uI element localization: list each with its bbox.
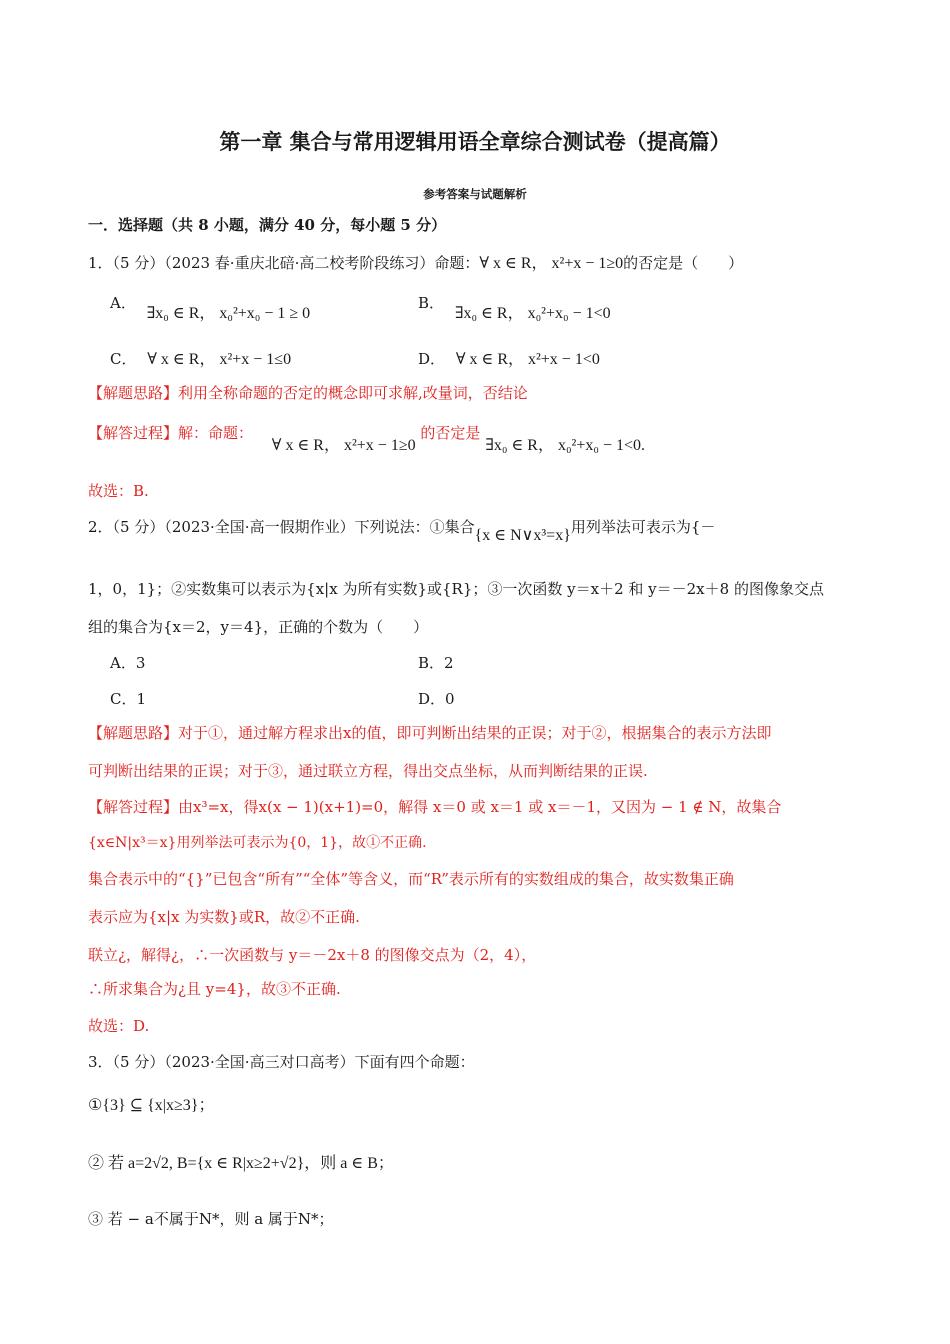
q2-solution-idea: 【解题思路】对于①，通过解方程求出x的值，即可判断出结果的正误；对于②，根据集合的表示方法即 (88, 724, 772, 742)
question-2-stem: 2．（5 分）（2023·全国·高一假期作业）下列说法：①集合{x ∈ N∨x³=x}用列举法可表示为{－ (88, 518, 716, 544)
question-2-stem-cont2: 组的集合为{x＝2，y＝4}，正确的个数为（ ） (88, 618, 429, 636)
document-title: 第一章 集合与常用逻辑用语全章综合测试卷（提高篇） (219, 129, 731, 154)
document-subtitle: 参考答案与试题解析 (423, 187, 527, 201)
q3-statement-3: ③ 若 − a不属于N*，则 a 属于N*； (88, 1210, 334, 1228)
q1-answer: 故选：B. (88, 482, 149, 500)
q2-process-line3: 集合表示中的“{}”已包含“所有”“全体”等含义，而“R”表示所有的实数组成的集合，故实数集正确 (88, 870, 734, 888)
q2-process-line4: 表示应为{x|x 为实数}或R，故②不正确. (88, 908, 360, 926)
q3-statement-1: ①{3} ⊆ {x|x≥3}； (88, 1097, 215, 1114)
q3-statement-2: ② 若 a=2√2, B={x ∈ R|x≥2+√2}，则 a ∈ B； (88, 1155, 394, 1172)
q2-process-line5: 联立¿，解得¿，∴一次函数与 y＝－2x＋8 的图像交点为（2，4）， (88, 946, 537, 964)
q1-option-d[interactable]: D． ∀ x ∈ R， x²+x − 1<0 (418, 350, 600, 368)
q2-option-a[interactable]: A．3 (110, 654, 146, 672)
question-1-stem: 1．（5 分）（2023 春·重庆北碚·高二校考阶段练习）命题：∀ x ∈ R， x²+x − 1≥0的否定是（ ） (88, 254, 744, 272)
q2-process-line2: {x∈N|x³＝x}用列举法可表示为{0，1}，故①不正确. (88, 835, 427, 851)
q2-solution-idea-cont: 可判断出结果的正误；对于③，通过联立方程，得出交点坐标，从而判断结果的正误. (88, 762, 648, 780)
question-3-stem: 3．（5 分）（2023·全国·高三对口高考）下面有四个命题： (88, 1053, 475, 1071)
question-2-stem-cont: 1，0，1}；②实数集可以表示为{x|x 为所有实数}或{R}；③一次函数 y＝x＋2 和 y＝－2x＋8 的图像象交点 (88, 580, 824, 598)
section-heading: 一．选择题（共 8 小题，满分 40 分，每小题 5 分） (88, 216, 447, 234)
q1-solution-idea: 【解题思路】利用全称命题的否定的概念即可求解,改量词，否结论 (88, 384, 528, 402)
q2-option-c[interactable]: C．1 (110, 690, 147, 708)
q1-solution-process: 【解答过程】解：命题： ∀ x ∈ R， x²+x − 1≥0 的否定是 ∃x₀ ∈ R， x₀²+x₀ − 1<0. (88, 424, 645, 454)
q2-answer: 故选：D. (88, 1017, 150, 1035)
q2-option-b[interactable]: B．2 (418, 654, 454, 672)
q1-option-a[interactable]: A． ∃x₀ ∈ R， x₀²+x₀ − 1 ≥ 0 (110, 294, 311, 322)
q1-proposition: ∀ x ∈ R， x²+x − 1≥0 (479, 255, 624, 272)
q1-option-c[interactable]: C． ∀ x ∈ R， x²+x − 1≤0 (110, 350, 292, 368)
q2-process-line6: ∴所求集合为¿且 y=4}，故③不正确. (88, 980, 341, 998)
q2-option-d[interactable]: D．0 (418, 690, 455, 708)
q2-solution-process: 【解答过程】由x³=x，得x(x − 1)(x+1)=0，解得 x＝0 或 x＝1 或 x＝－1，又因为 − 1 ∉ N，故集合 (88, 798, 782, 816)
q1-option-b[interactable]: B． ∃x₀ ∈ R， x₀²+x₀ − 1<0 (418, 294, 611, 322)
